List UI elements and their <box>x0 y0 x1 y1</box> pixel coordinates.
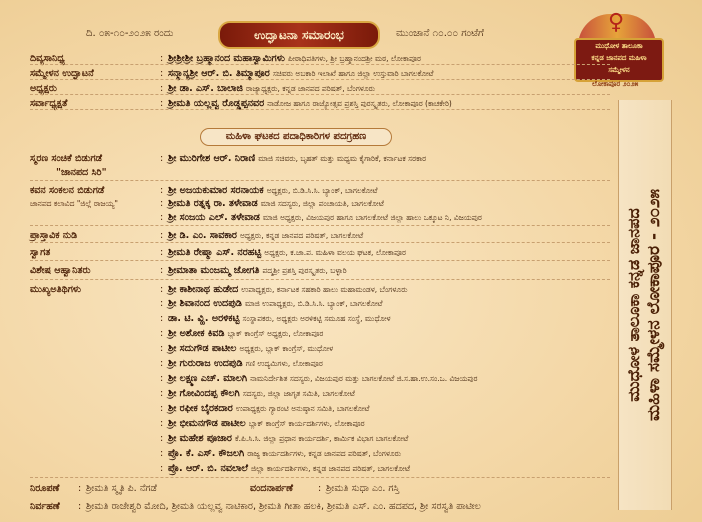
row-value <box>168 447 401 460</box>
colon: : <box>160 212 164 223</box>
row-divider <box>30 260 610 261</box>
row-value <box>168 327 323 340</box>
colon: : <box>160 284 164 295</box>
row-value <box>168 342 333 355</box>
row-value <box>168 283 408 296</box>
colon: : <box>160 68 164 79</box>
row-label: "ಜಾನಪದ ಸಿರಿ" <box>56 167 107 178</box>
person-desc: ಜಿಲ್ಲಾ ಕಾರ್ಯದರ್ಶಿಗಳು, ಕನ್ನಡ ಜಾನಪದ ಪರಿಷತ್, ಬಾಗಲಕೋಟೆ <box>251 464 411 473</box>
person-desc: ಅಧ್ಯಕ್ಷರು, ಕನ್ನಡ ಜಾನಪದ ಪರಿಷತ್, ಬಾಗಲಕೋಟೆ <box>239 231 364 240</box>
row-label: ಅಧ್ಯಕ್ಷರು <box>30 83 57 94</box>
person-desc: ಅಧ್ಯಕ್ಷರು, ಬ್ಲಾಕ್ ಕಾಂಗ್ರೆಸ್, ಮುಧೋಳ <box>239 344 334 353</box>
colon: : <box>160 98 164 109</box>
colon: : <box>160 418 164 429</box>
logo-line1: ಮುಧೋಳ ತಾಲೂಕಾ <box>595 42 643 50</box>
person-desc: ಉಪಾಧ್ಯಕ್ಷರು ಗ್ಯಾರಂಟಿ ಅನುಷ್ಠಾನ ಸಮಿತಿ, ಬಾಗಲಕೋಟೆ <box>235 404 370 413</box>
colon: : <box>160 448 164 459</box>
person-name: ಶ್ರೀ ಕಾಶೀನಾಥ ಹುಡೇದ <box>168 284 239 295</box>
event-date: ದಿ. ೦೫-೧೦-೨೦೨೫ ರಂದು <box>86 28 174 39</box>
logo-line2: ಕನ್ನಡ ಜಾನಪದ ಮಹಿಳಾ <box>591 54 647 62</box>
person-name: ಶ್ರೀಮತಿ ರೇಷ್ಮಾ ಎಸ್. ನರಹಟ್ಟಿ <box>168 247 262 258</box>
side-line2: ಮಹಿಳಾ ಸಮ್ಮೇಳನ ಲೋಕಾಪೂರ - ೨೦೨೫ <box>644 188 664 422</box>
person-name: ಡಾ. ಟಿ. ವ್ಹಿ. ಅರಳಿಕಟ್ಟಿ <box>168 313 240 324</box>
row-label: ಸಮ್ಮೇಳನ ಉದ್ಘಾಟನೆ <box>30 68 94 79</box>
person-desc: ಅಧ್ಯಕ್ಷರು, ಕ.ಜಾ.ಪ. ಮಹಿಳಾ ವಲಯ ಘಟಕ, ಲೋಕಾಪೂರ <box>264 248 406 257</box>
person-desc: ಅಧ್ಯಕ್ಷರು, ಬಿ.ಡಿ.ಸಿ.ಸಿ. ಬ್ಯಾಂಕ್, ಬಾಗಲಕೋಟೆ <box>266 186 378 195</box>
person-name: ಶ್ರೀ ಸದುಗೌಡ ಪಾಟೀಲ <box>168 343 237 354</box>
person-desc: ಕೆ.ಪಿ.ಸಿ.ಸಿ. ಜಿಲ್ಲಾ ಪ್ರಧಾನ ಕಾರ್ಯದರ್ಶಿ, ಕಾರ್ಮಿಕ ವಿಭಾಗ ಬಾಗಲಕೋಟೆ <box>234 434 409 443</box>
row-value <box>168 197 384 210</box>
person-desc: ಸಂಸ್ಥಾಪಕರು, ಅಧ್ಯಕ್ಷರು ಅರಳಿಕಟ್ಟಿ ಸಮೂಹ ಸಂಸ್ಥೆ, ಮುಧೋಳ <box>242 314 391 323</box>
colon: : <box>160 343 164 354</box>
person-desc: ನಾಮನಿರ್ದೇಶಿತ ಸದಸ್ಯರು, ವಿಜಯಪುರ ಮತ್ತು ಬಾಗಲಕೋಟೆ ಜಿ.ಸ.ಹಾ.ಉ.ಸಂ.ಒ. ವಿಜಯಪುರ <box>250 374 478 383</box>
row-value <box>168 229 363 242</box>
colon: : <box>160 433 164 444</box>
logo-sub: ಲೋಕಾಪೂರ ೨೦೨೫ <box>592 80 639 88</box>
person-desc: ಮಾಜಿ ಸಚಿವರು, ಬೃಹತ್ ಮತ್ತು ಮಧ್ಯಮ ಕೈಗಾರಿಕೆ, ಕರ್ನಾಟಕ ಸರಕಾರ <box>258 154 427 163</box>
row-value <box>168 211 482 224</box>
row-label: ಮುಖ್ಯಅತಿಥಿಗಳು <box>30 284 82 295</box>
logo-line3: ಸಮ್ಮೇಳನ <box>608 66 630 74</box>
event-logo <box>570 8 664 96</box>
person-desc: ನಾಡೋಜ ಹಾಗೂ ರಾಜ್ಯೋತ್ಸವ ಪ್ರಶಸ್ತಿ ಪುರಸ್ಕೃತರು, ಲೋಕಾಪೂರ (ಕಾಚಕೇರಿ) <box>267 99 452 108</box>
row-label: ಪ್ರಾಸ್ತಾವಿಕ ನುಡಿ <box>30 230 78 241</box>
row-value <box>168 184 378 197</box>
person-name: ಶ್ರೀ ಲಕ್ಷ್ಮಣ ಎಚ್. ಮಾಲಗಿ <box>168 373 248 384</box>
colon: : <box>318 483 322 494</box>
event-time: ಮುಂಜಾನೆ ೧೦.೦೦ ಗಂಟೆಗೆ <box>396 28 484 39</box>
person-name: ಶ್ರೀ ಮಹೇಶ ಪೂಜಾರ <box>168 433 232 444</box>
colon: : <box>160 328 164 339</box>
colon: : <box>160 388 164 399</box>
colon: : <box>160 403 164 414</box>
row-value <box>168 297 383 310</box>
person-name: ಶ್ರೀ ಗೋವಿಂದಪ್ಪ ಕೌಲಗಿ <box>168 388 240 399</box>
row-divider <box>30 94 610 95</box>
row-value <box>168 264 347 277</box>
row-value <box>168 462 410 475</box>
row-divider <box>30 79 610 80</box>
row-value <box>168 432 408 445</box>
colon: : <box>160 265 164 276</box>
row-value <box>168 246 406 259</box>
row-divider <box>30 242 610 243</box>
colon: : <box>78 483 82 494</box>
vandane-value: ಶ್ರೀಮತಿ ಸುಧಾ ಎಂ. ಗಸ್ತಿ <box>326 483 400 494</box>
side-band <box>618 100 672 510</box>
vandane-label: ವಂದನಾರ್ಪಣೆ <box>250 483 294 494</box>
row-value <box>168 312 391 325</box>
person-desc: ಮಾಜಿ ಉಪಾಧ್ಯಕ್ಷರು, ಬಿ.ಡಿ.ಸಿ.ಸಿ. ಬ್ಯಾಂಕ್, ಬಾಗಲಕೋಟೆ <box>244 299 383 308</box>
row-divider <box>30 225 610 226</box>
colon: : <box>160 153 164 164</box>
nirvahane-label: ನಿರ್ವಹಣೆ <box>30 501 60 512</box>
row-label: ವಿಶೇಷ ಆಹ್ವಾನಿತರು <box>30 265 91 276</box>
person-name: ಶ್ರೀ ಭೀಮನಗೌಡ ಪಾಟೀಲ <box>168 418 246 429</box>
section-title: ಮಹಿಳಾ ಘಟಕದ ಪದಾಧಿಕಾರಿಗಳ ಪದಗ್ರಹಣ <box>200 128 392 146</box>
row-label: ಸ್ವಾಗತ <box>30 247 51 258</box>
row-label: ಕವನ ಸಂಕಲನ ಬಿಡುಗಡೆ <box>30 185 105 196</box>
person-name: ಸನ್ಮಾನ್ಯಶ್ರೀ ಆರ್. ಬಿ. ತಿಮ್ಮಾಪೂರ <box>168 68 270 79</box>
row-divider <box>30 279 610 280</box>
row-value <box>168 357 323 370</box>
side-line1: ಮುಧೋಳ ತಾಲೂಕಾ ಕನ್ನಡ ಜಾನಪದ <box>624 208 643 402</box>
nirupane-value: ಶ್ರೀಮತಿ ಸ್ಮೃತಿ ಪಿ. ನೆಗಡೆ <box>86 483 157 494</box>
nirvahane-value: ಶ್ರೀಮತಿ ರಾಜೇಶ್ವರಿ ಮೋದಿ, ಶ್ರೀಮತಿ ಯಲ್ಲವ್ವ ನಾಟಿಕಾರ, ಶ್ರೀಮತಿ ಗೀತಾ ಹಲಕಿ, ಶ್ರೀಮತಿ ಎಸ್. ಎಂ. ಹದಪದ, ಶ್ರೀ ಸರಸ್ವತಿ ಪಾಟೀಲ <box>86 501 481 512</box>
person-desc: ಗಣಿ ಉದ್ಯಮಿಗಳು, ಲೋಕಾಪೂರ <box>245 359 323 368</box>
row-value <box>168 152 426 165</box>
person-desc: ಮಾಜಿ ಅಧ್ಯಕ್ಷರು, ವಿಜಯಪುರ ಹಾಗೂ ಬಾಗಲಕೋಟೆ ಜಿಲ್ಲಾ ಹಾಲು ಒಕ್ಕೂಟ ನಿ, ವಿಜಯಪುರ <box>262 213 482 222</box>
person-name: ಶ್ರೀಮತಿ ರತ್ನಕ್ಕ ರಾ. ತಳೇವಾಡ <box>168 198 258 209</box>
colon: : <box>160 373 164 384</box>
person-name: ಪ್ರೊ. ಆರ್. ಬಿ. ನವಲಾಲೆ <box>168 463 248 474</box>
person-name: ಶ್ರೀ ಡಿ. ಎಂ. ಸಾವಕಾರ <box>168 230 237 241</box>
row-label: ಸರ್ವಾಧ್ಯಕ್ಷತೆ <box>30 98 68 109</box>
dancer-icon: ♀ <box>608 10 625 35</box>
person-name: ಶ್ರೀ ಅಶೋಕ ಕಿವಡಿ <box>168 328 225 339</box>
colon: : <box>78 501 82 512</box>
person-desc: ಪದ್ಮಶ್ರೀ ಪ್ರಶಸ್ತಿ ಪುರಸ್ಕೃತರು, ಬಳ್ಳಾರಿ <box>262 266 347 275</box>
person-name: ಶ್ರೀ ಸಂಜಯ ಎಲ್. ತಳೇವಾಡ <box>168 212 260 223</box>
person-desc: ಉಪಾಧ್ಯಕ್ಷರು, ಕರ್ನಾಟಕ ಸಹಕಾರಿ ಹಾಲು ಮಹಾಮಂಡಳ, ಬೆಂಗಳೂರು <box>241 285 408 294</box>
colon: : <box>160 247 164 258</box>
person-name: ಶ್ರೀಶ್ರೀಶ್ರೀ ಬ್ರಹ್ಮಾನಂದ ಮಹಾಸ್ವಾಮಿಗಳು <box>168 53 285 64</box>
colon: : <box>160 298 164 309</box>
person-name: ಶ್ರೀಮಾತಾ ಮಂಜಮ್ಮ ಜೋಗತಿ <box>168 265 260 276</box>
colon: : <box>160 230 164 241</box>
side-title <box>624 189 664 421</box>
colon: : <box>160 313 164 324</box>
person-name: ಶ್ರೀ ಮುರಿಗೇಶ ಆರ್. ನಿರಾಣಿ <box>168 153 256 164</box>
colon: : <box>160 83 164 94</box>
nirupane-label: ನಿರೂಪಣೆ <box>30 483 60 494</box>
colon: : <box>160 358 164 369</box>
row-value <box>168 402 369 415</box>
row-value <box>168 387 355 400</box>
person-desc: ರಾಜ್ಯ ಕಾರ್ಯದರ್ಶಿಗಳು, ಕನ್ನಡ ಜಾನಪದ ಪರಿಷತ್, ಬೆಂಗಳೂರು <box>247 449 402 458</box>
person-name: ಶ್ರೀ ಅಜಯಕುಮಾರ ಸರನಾಯಕ <box>168 185 264 196</box>
person-desc: ಮಾಜಿ ಸದಸ್ಯರು, ಜಿಲ್ಲಾ ಪಂಚಾಯತಿ, ಬಾಗಲಕೋಟೆ <box>260 199 384 208</box>
person-name: ಪ್ರೊ. ಕೆ. ಎಸ್. ಕೌಜಲಗಿ <box>168 448 245 459</box>
person-desc: ಪೀಠಾಧಿಪತಿಗಳು, ಶ್ರೀ ಬ್ರಹ್ಮಾನಂದಶ್ರೀ ಮಠ, ಲೋಕಾಪೂರ <box>287 54 422 63</box>
colon: : <box>160 185 164 196</box>
row-divider <box>30 109 610 110</box>
row-value <box>168 417 365 430</box>
person-desc: ಸಚಿವರು ಅಬಕಾರಿ ಇಲಾಖೆ ಹಾಗೂ ಜಿಲ್ಲಾ ಉಸ್ತುವಾರಿ ಬಾಗಲಕೋಟೆ <box>272 69 434 78</box>
person-name: ಶ್ರೀ ಶಿವಾನಂದ ಉದಪುಡಿ <box>168 298 242 309</box>
row-label: ಜಾನಪದ ಕಲಾವಿದ "ಜಿಲ್ಲೆ ರಾಜಯ್ಯ" <box>30 199 118 208</box>
row-label: ದಿವ್ಯಸಾನಿಧ್ಯ <box>30 53 65 64</box>
person-desc: ಸದಸ್ಯರು, ಜಿಲ್ಲಾ ಜಾಗೃತ ಸಮಿತಿ, ಬಾಗಲಕೋಟೆ <box>242 389 355 398</box>
person-name: ಶ್ರೀಮತಿ ಯಲ್ಲವ್ವ ರೊಡ್ಡಪ್ಪನವರ <box>168 98 265 109</box>
row-divider <box>30 477 610 478</box>
colon: : <box>160 198 164 209</box>
person-name: ಶ್ರೀ ಗುರುರಾಜ ಉದಪುಡಿ <box>168 358 243 369</box>
row-divider <box>30 180 610 181</box>
colon: : <box>160 463 164 474</box>
event-title: ಉದ್ಘಾಟನಾ ಸಮಾರಂಭ <box>218 21 380 49</box>
person-name: ಶ್ರೀ ಡಾ. ಎಸ್. ಬಾಲಾಜಿ <box>168 83 243 94</box>
row-label: ಸ್ಮರಣ ಸಂಚಿಕೆ ಬಿಡುಗಡೆ <box>30 153 103 164</box>
row-value <box>168 372 477 385</box>
person-desc: ಬ್ಲಾಕ್ ಕಾಂಗ್ರೆಸ್ ಅಧ್ಯಕ್ಷರು, ಲೋಕಾಪೂರ <box>227 329 324 338</box>
person-desc: ರಾಜ್ಯಾಧ್ಯಕ್ಷರು, ಕನ್ನಡ ಜಾನಪದ ಪರಿಷತ್, ಬೆಂಗಳೂರು <box>245 84 375 93</box>
row-divider <box>30 64 610 65</box>
colon: : <box>160 53 164 64</box>
logo-banner <box>574 38 664 82</box>
person-name: ಶ್ರೀ ರಫೀಕ ಬೈರಕದಾರ <box>168 403 233 414</box>
person-desc: ಬ್ಲಾಕ್ ಕಾಂಗ್ರೆಸ್ ಕಾರ್ಯದರ್ಶಿಗಳು, ಲೋಕಾಪೂರ <box>248 419 365 428</box>
